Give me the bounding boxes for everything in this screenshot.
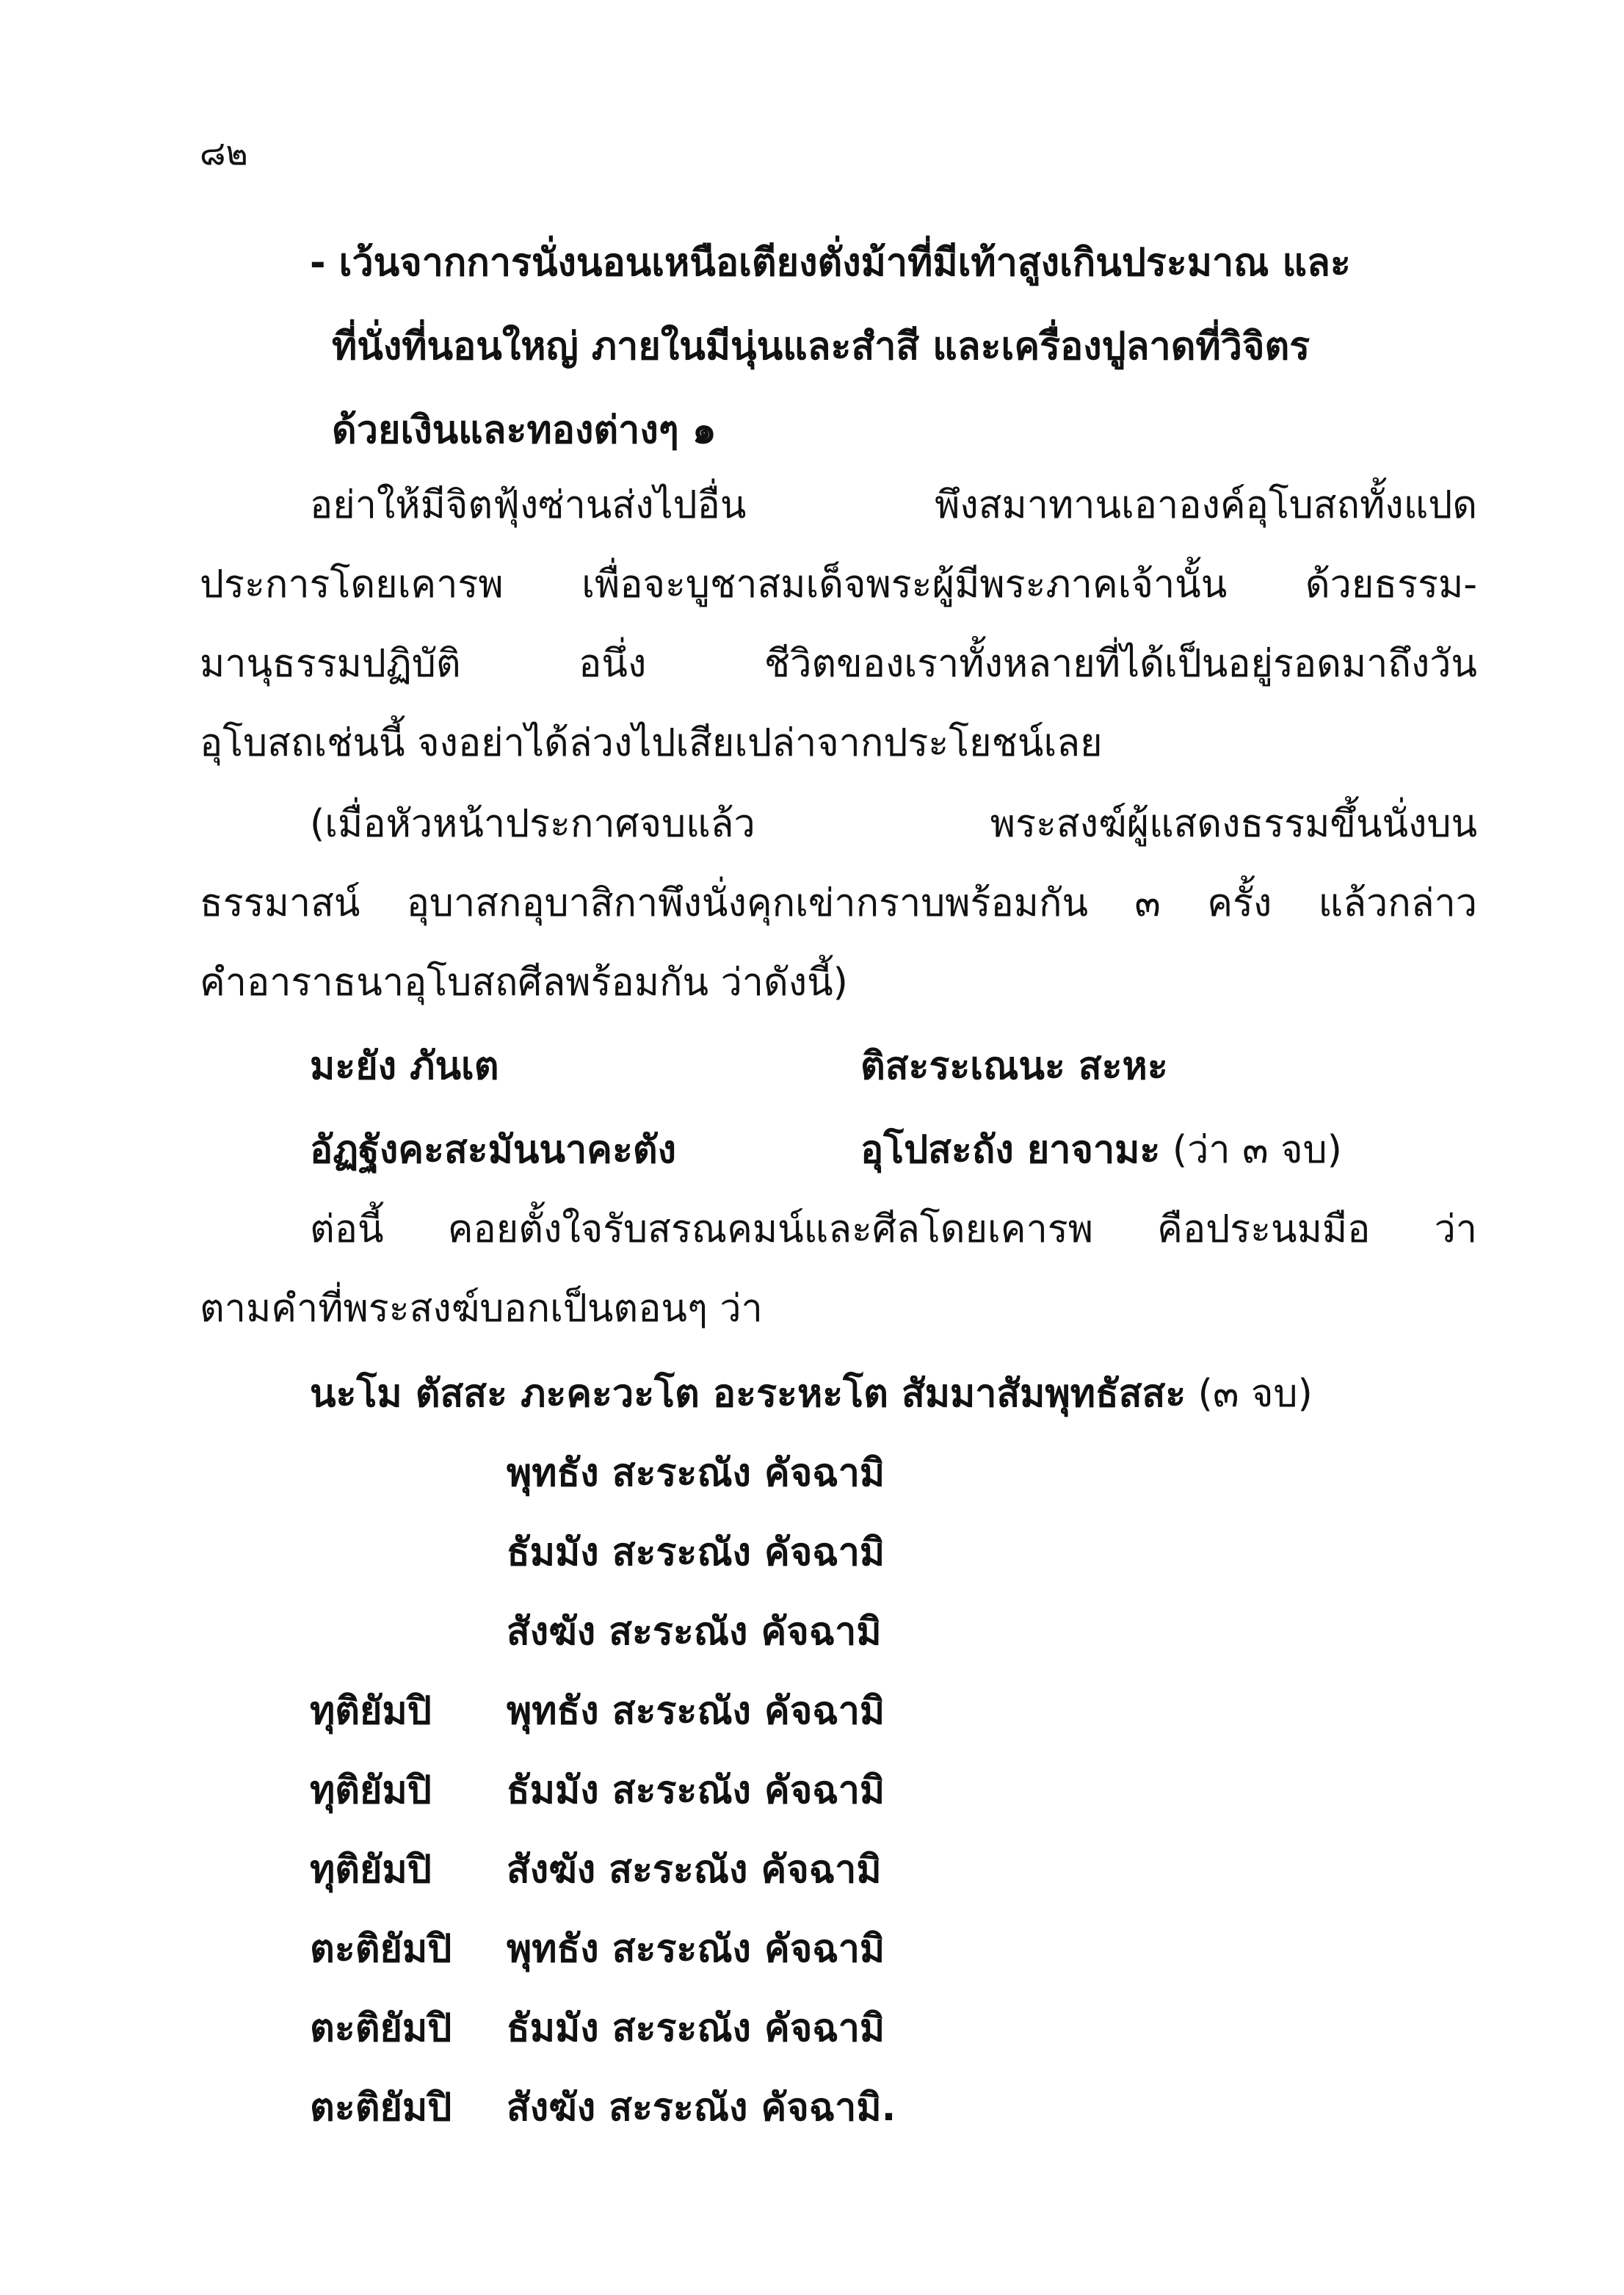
invitation-row1-left: มะยัง ภันเต (310, 1044, 499, 1088)
refuge-text: พุทธัง สะระณัง คัจฉามิ (507, 1451, 885, 1495)
para2-line2-word: ๓ (1134, 881, 1161, 925)
precept-line-3: ด้วยเงินและทองต่างๆ ๑ (332, 408, 717, 452)
para1-line3-word: ชีวิตของเราทั้งหลายที่ได้เป็นอยู่รอดมาถึงวัน (764, 642, 1477, 686)
refuge-line (0, 1999, 1624, 2058)
refuge-text: พุทธัง สะระณัง คัจฉามิ (507, 1689, 885, 1733)
invitation-row2-left: อัฏฐังคะสะมันนาคะตัง (310, 1128, 677, 1172)
para1-line1-word: พึงสมาทานเอาองค์อุโบสถทั้งแปด (935, 483, 1477, 527)
para1-line-2 (200, 555, 1477, 614)
para1-line2-word: ด้วยธรรม- (1305, 563, 1477, 607)
para2-line2-word: ครั้ง (1207, 881, 1272, 925)
refuge-text: พุทธัง สะระณัง คัจฉามิ (507, 1927, 885, 1971)
precept-line-2: ที่นั่งที่นอนใหญ่ ภายในมีนุ่นและสำสี และเครื่องปูลาดที่วิจิตร (332, 325, 1311, 369)
para2-line-2 (200, 874, 1477, 933)
refuge-text: สังฆัง สะระณัง คัจฉามิ. (507, 2086, 896, 2130)
namo-text: นะโม ตัสสะ ภะคะวะโต อะระหะโต สัมมาสัมพุทธัสสะ (310, 1372, 1186, 1416)
refuge-prefix: ทุติยัมปิ (310, 1768, 432, 1812)
para2-line1-word: (เมื่อหัวหน้าประกาศจบแล้ว (310, 802, 755, 846)
para2-line-1 (310, 795, 1477, 853)
invitation-row1-right: ติสะระเณนะ สะหะ (860, 1044, 1168, 1088)
namo-note: (๓ จบ) (1186, 1372, 1313, 1416)
refuge-prefix: ตะติยัมปิ (310, 2086, 452, 2130)
refuge-line (0, 1920, 1624, 1978)
refuge-line (0, 1682, 1624, 1741)
para2-line-3: คำอาราธนาอุโบสถศีลพร้อมกัน ว่าดังนี้) (200, 961, 848, 1005)
refuge-prefix: ทุติยัมปิ (310, 1848, 432, 1892)
para1-line-1 (310, 476, 1477, 535)
para1-line2-word: เพื่อจะบูชาสมเด็จพระผู้มีพระภาคเจ้านั้น (581, 563, 1228, 607)
para3-line-2: ตามคำที่พระสงฆ์บอกเป็นตอนๆ ว่า (200, 1287, 763, 1331)
para3-line1-word: คือประนมมือ (1157, 1207, 1371, 1251)
refuge-prefix: ทุติยัมปิ (310, 1689, 432, 1733)
refuge-line (0, 1444, 1624, 1503)
page-number: ๘๒ (200, 133, 248, 173)
para1-line1-word: อย่าให้มีจิตฟุ้งซ่านส่งไปอื่น (310, 483, 747, 527)
para3-line1-word: ว่า (1434, 1207, 1477, 1251)
para3-line1-word: ต่อนี้ (310, 1207, 384, 1251)
namo-line (310, 1365, 1313, 1423)
para1-line3-word: อนึ่ง (579, 642, 647, 686)
precept-line-1: - เว้นจากการนั่งนอนเหนือเตียงตั่งม้าที่มีเท้าสูงเกินประมาณ และ (310, 241, 1351, 285)
para3-line1-word: คอยตั้งใจรับสรณคมน์และศีลโดยเคารพ (447, 1207, 1093, 1251)
refuge-text: สังฆัง สะระณัง คัจฉามิ (507, 1848, 882, 1892)
para2-line2-word: อุบาสกอุบาสิกาพึงนั่งคุกเข่ากราบพร้อมกัน (406, 881, 1088, 925)
refuge-prefix: ตะติยัมปิ (310, 2006, 452, 2050)
refuge-line (0, 1840, 1624, 1899)
refuge-text: สังฆัง สะระณัง คัจฉามิ (507, 1610, 882, 1654)
para2-line2-word: ธรรมาสน์ (200, 881, 360, 925)
para1-line2-word: ประการโดยเคารพ (200, 563, 504, 607)
invitation-row2-note: (ว่า ๓ จบ) (1160, 1128, 1342, 1172)
para3-line-1 (310, 1200, 1477, 1259)
invitation-row-2 (0, 1121, 1624, 1179)
invitation-row2-right (860, 1121, 1342, 1179)
invitation-row-1 (0, 1037, 1624, 1096)
refuge-line (0, 1761, 1624, 1820)
refuge-line (0, 2078, 1624, 2137)
para1-line-3 (200, 635, 1477, 693)
refuge-prefix: ตะติยัมปิ (310, 1927, 452, 1971)
para1-line-4: อุโบสถเช่นนี้ จงอย่าได้ล่วงไปเสียเปล่าจากประโยชน์เลย (200, 721, 1103, 765)
refuge-text: ธัมมัง สะระณัง คัจฉามิ (507, 1530, 885, 1575)
refuge-line (0, 1523, 1624, 1582)
para2-line1-word: พระสงฆ์ผู้แสดงธรรมขึ้นนั่งบน (990, 802, 1477, 846)
refuge-text: ธัมมัง สะระณัง คัจฉามิ (507, 1768, 885, 1812)
para2-line2-word: แล้วกล่าว (1318, 881, 1477, 925)
refuge-line (0, 1602, 1624, 1661)
invitation-row2-right-bold: อุโปสะถัง ยาจามะ (860, 1128, 1161, 1172)
refuge-text: ธัมมัง สะระณัง คัจฉามิ (507, 2006, 885, 2050)
para1-line3-word: มานุธรรมปฏิบัติ (200, 642, 461, 686)
